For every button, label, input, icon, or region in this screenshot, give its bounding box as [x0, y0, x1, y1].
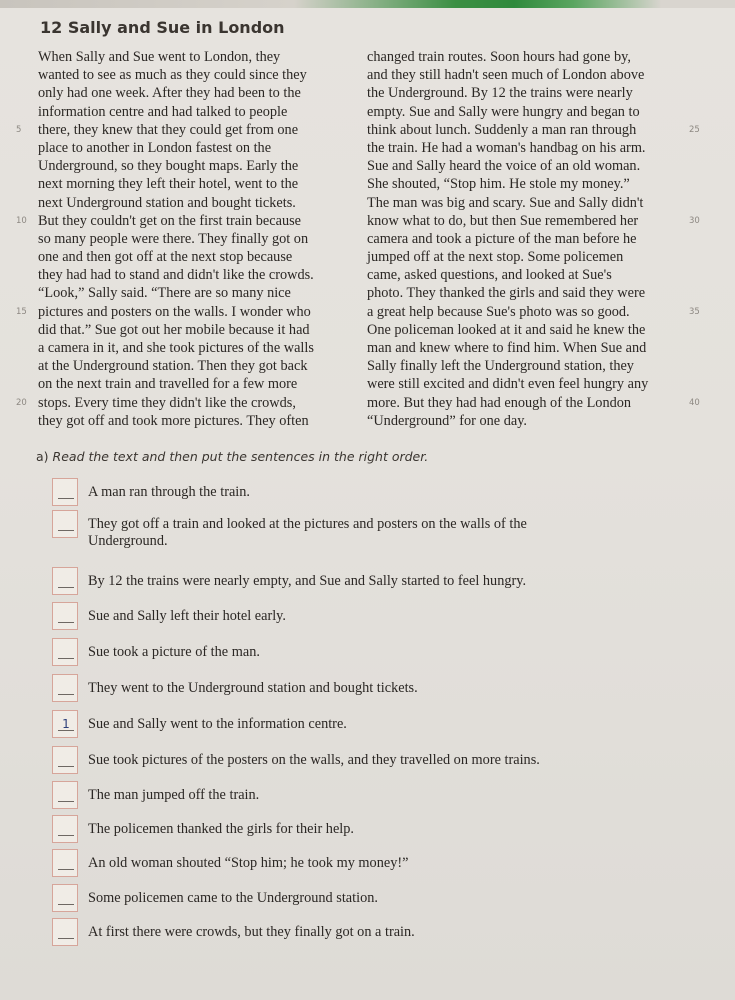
story-line-text: think about lunch. Suddenly a man ran through: [367, 121, 637, 138]
story-line-text: “Look,” Sally said. “There are so many nice: [38, 285, 291, 302]
answer-number: [58, 530, 74, 531]
story-line-text: were still excited and didn't even feel hungry any: [367, 376, 649, 393]
story-line-text: wanted to see as much as they could since they: [38, 67, 307, 84]
answer-number: [58, 587, 74, 588]
line-number: 10: [16, 215, 27, 226]
line-number: 15: [16, 306, 27, 317]
story-line-text: a great help because Sue's photo was so good.: [367, 303, 630, 320]
story-line-text: they got off and took more pictures. They often: [38, 412, 309, 429]
sentence-text: Sue and Sally went to the information centre.: [88, 716, 347, 732]
answer-box[interactable]: [52, 674, 78, 702]
sentence-text: The policemen thanked the girls for their help.: [88, 821, 354, 837]
answer-number: [58, 869, 74, 870]
story-line-text: place to another in London fastest on the: [38, 139, 272, 156]
story-line-text: “Underground” for one day.: [367, 412, 527, 429]
story-line-text: on the next train and travelled for a few more: [38, 376, 298, 393]
story-line-text: photo. They thanked the girls and said they were: [367, 285, 646, 302]
story-line-text: Sue and Sally heard the voice of an old woman.: [367, 158, 641, 175]
answer-number: [58, 766, 74, 767]
story-line-text: The man was big and scary. Sue and Sally didn't: [367, 194, 644, 211]
line-number: 35: [689, 306, 700, 317]
answer-number: [58, 658, 74, 659]
answer-number: [58, 694, 74, 695]
story-line-text: One policeman looked at it and said he knew the: [367, 321, 646, 338]
story-line-text: the train. He had a woman's handbag on his arm.: [367, 139, 646, 156]
page-title: 12 Sally and Sue in London: [40, 18, 285, 37]
answer-box[interactable]: [52, 567, 78, 595]
sentence-text: Sue and Sally left their hotel early.: [88, 608, 286, 624]
sentence-text: A man ran through the train.: [88, 484, 250, 500]
story-line-text: at the Underground station. Then they got back: [38, 358, 308, 375]
story-line-text: the Underground. By 12 the trains were nearly: [367, 85, 633, 102]
line-number: 5: [16, 124, 22, 135]
answer-box[interactable]: [52, 918, 78, 946]
answer-number: [58, 801, 74, 802]
sentence-text: Sue took pictures of the posters on the walls, and they travelled on more trains.: [88, 752, 540, 768]
story-line-text: man and knew where to find him. When Sue and: [367, 340, 647, 356]
line-number: 25: [689, 124, 700, 135]
story-line-text: When Sally and Sue went to London, they: [38, 49, 281, 65]
story-line-text: information centre and had talked to people: [38, 103, 288, 120]
story-line-text: there, they knew that they could get from one: [38, 121, 299, 138]
story-line-text: know what to do, but then Sue remembered her: [367, 212, 639, 229]
story-line-text: more. But they had had enough of the London: [367, 394, 632, 411]
sentence-text: At first there were crowds, but they finally got on a train.: [88, 924, 415, 940]
sentence-text: An old woman shouted “Stop him; he took my money!”: [88, 855, 409, 871]
exercise-instruction-text: Read the text and then put the sentences in the right order.: [52, 449, 429, 464]
answer-box[interactable]: [52, 849, 78, 877]
answer-box[interactable]: [52, 815, 78, 843]
story-line-text: But they couldn't get on the first train because: [38, 212, 302, 229]
exercise-label: a): [36, 449, 49, 464]
sentence-text: They got off a train and looked at the pictures and posters on the walls of the Underground.: [88, 516, 527, 549]
story-line-text: came, asked questions, and looked at Sue's: [367, 267, 612, 284]
story-line-text: a camera in it, and she took pictures of the walls: [38, 340, 314, 356]
sentence-text: They went to the Underground station and bought tickets.: [88, 680, 418, 696]
story-line-text: so many people were there. They finally got on: [38, 230, 309, 247]
sentence-text: Some policemen came to the Underground station.: [88, 890, 378, 906]
line-number: 30: [689, 215, 700, 226]
answer-box[interactable]: [52, 746, 78, 774]
sentence-text: The man jumped off the train.: [88, 787, 260, 803]
answer-box[interactable]: [52, 478, 78, 506]
story-line-text: pictures and posters on the walls. I wonder who: [38, 303, 311, 320]
answer-box[interactable]: [52, 510, 78, 538]
sentence-text: By 12 the trains were nearly empty, and Sue and Sally started to feel hungry.: [88, 573, 527, 589]
story-line-text: next morning they left their hotel, went to the: [38, 176, 299, 193]
story-line-text: changed train routes. Soon hours had gone by,: [367, 49, 631, 65]
story-line-text: they had had to stand and didn't like the crowds.: [38, 267, 314, 284]
answer-box[interactable]: [52, 602, 78, 630]
story-line-text: jumped off at the next stop. Some policemen: [367, 249, 624, 266]
answer-number: 1: [58, 718, 74, 731]
story-line-text: She shouted, “Stop him. He stole my money.”: [367, 176, 630, 193]
sentence-text: Sue took a picture of the man.: [88, 644, 260, 660]
answer-number: [58, 498, 74, 499]
story-line-text: and they still hadn't seen much of London above: [367, 67, 645, 84]
answer-box[interactable]: [52, 884, 78, 912]
story-line-text: Underground, so they bought maps. Early the: [38, 158, 299, 175]
story-line-text: Sally finally left the Underground station, they: [367, 358, 634, 375]
answer-box[interactable]: [52, 781, 78, 809]
story-line-text: only had one week. After they had been to the: [38, 85, 301, 102]
answer-number: [58, 904, 74, 905]
story-line-text: empty. Sue and Sally were hungry and began to: [367, 103, 640, 120]
line-number: 40: [689, 397, 700, 408]
story-line-text: one and then got off at the next stop because: [38, 249, 293, 266]
answer-box[interactable]: [52, 638, 78, 666]
story-line-text: camera and took a picture of the man before he: [367, 230, 637, 247]
story-line-text: next Underground station and bought tickets.: [38, 194, 296, 211]
answer-number: [58, 622, 74, 623]
line-number: 20: [16, 397, 27, 408]
answer-number: [58, 938, 74, 939]
answer-number: [58, 835, 74, 836]
story-line-text: stops. Every time they didn't like the crowds,: [38, 394, 296, 411]
answer-box[interactable]: [52, 710, 78, 738]
story-line-text: did that.” Sue got out her mobile because it had: [38, 321, 310, 338]
